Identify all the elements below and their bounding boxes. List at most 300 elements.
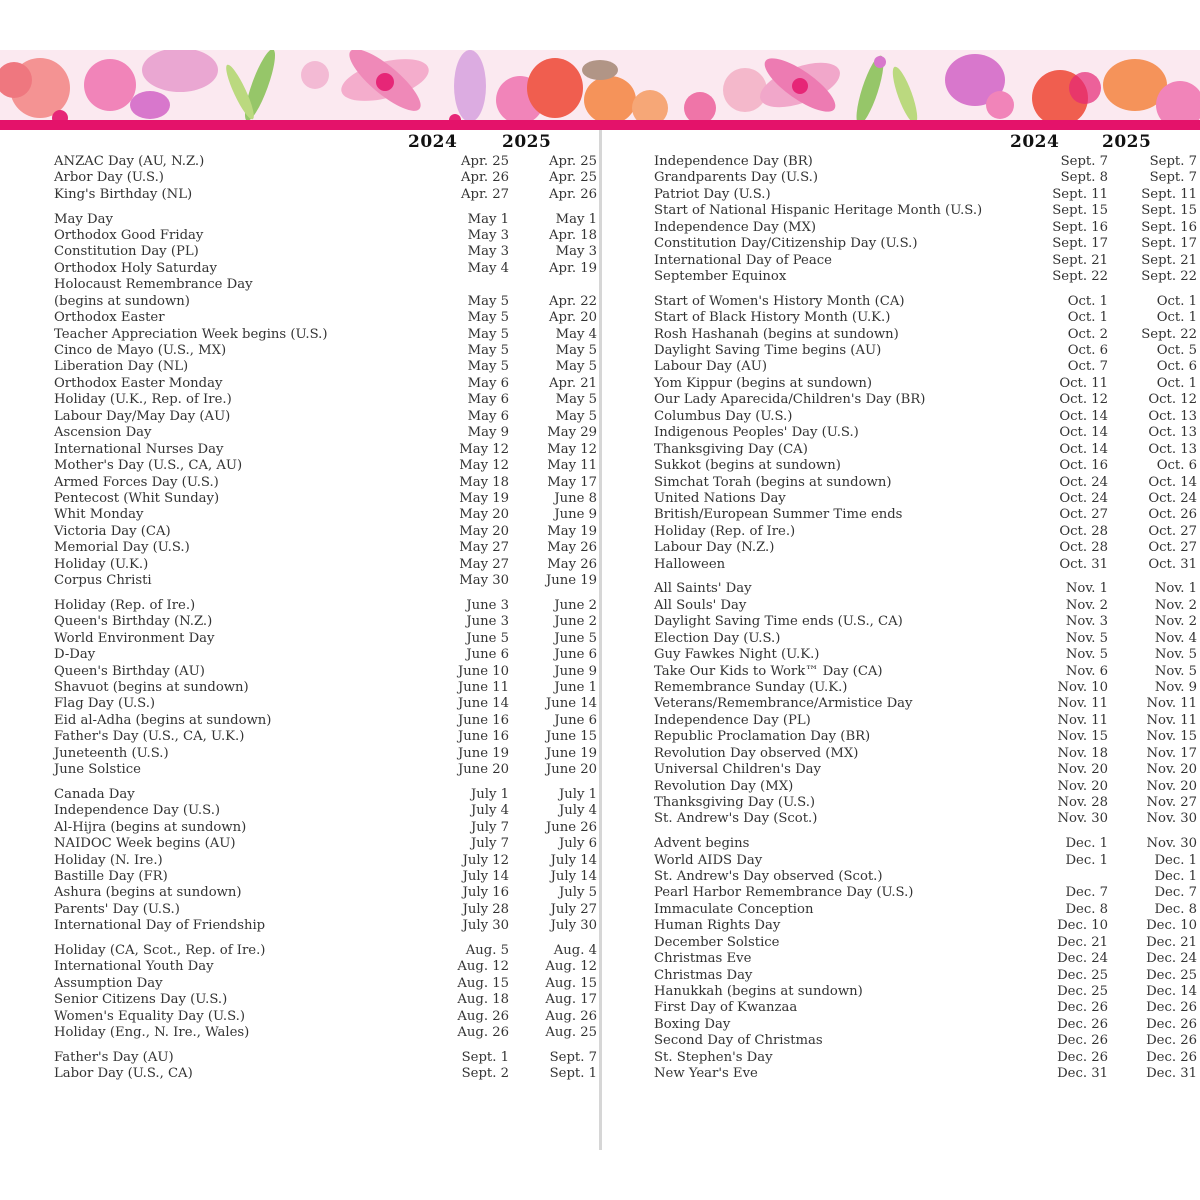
date-2024: Dec. 26 (1057, 1049, 1108, 1065)
date-2024: Nov. 18 (1057, 745, 1108, 761)
date-2024: June 19 (457, 745, 509, 761)
holiday-name: Election Day (U.S.) (654, 630, 781, 646)
date-2025: Oct. 1 (1156, 293, 1197, 309)
holiday-name: Holiday (Eng., N. Ire., Wales) (54, 1025, 250, 1041)
date-2025: Nov. 11 (1146, 712, 1197, 728)
holiday-name: Remembrance Sunday (U.K.) (654, 679, 848, 695)
date-2025: June 9 (554, 663, 597, 679)
date-2025: Oct. 13 (1148, 425, 1197, 441)
date-2025: Apr. 26 (549, 186, 597, 202)
holiday-name: Veterans/Remembrance/Armistice Day (654, 696, 913, 712)
date-2025: July 14 (550, 852, 597, 868)
date-2024: Dec. 1 (1065, 852, 1108, 868)
holiday-name: International Nurses Day (54, 441, 224, 457)
date-2024: Nov. 10 (1057, 679, 1108, 695)
date-2025: Dec. 14 (1146, 984, 1197, 999)
date-2025: Apr. 20 (549, 310, 597, 326)
date-2024: May 12 (459, 441, 509, 457)
date-2024: July 1 (470, 786, 509, 802)
date-2025: Oct. 6 (1156, 458, 1197, 474)
date-2025: May 5 (555, 408, 597, 424)
date-2024: Oct. 28 (1059, 523, 1108, 539)
date-2024: Apr. 25 (461, 154, 509, 169)
date-2025: July 5 (558, 885, 597, 901)
holiday-name: Al-Hijra (begins at sundown) (54, 819, 247, 835)
date-2024: Nov. 15 (1057, 729, 1108, 745)
date-2025: Sept. 22 (1141, 269, 1197, 285)
date-2025: May 5 (555, 343, 597, 358)
holiday-name: Whit Monday (54, 507, 144, 523)
date-2024: Oct. 11 (1059, 375, 1108, 391)
date-2024: June 11 (457, 679, 509, 695)
holiday-name: Holiday (U.K., Rep. of Ire.) (54, 392, 232, 408)
holiday-name: Eid al-Adha (begins at sundown) (54, 712, 272, 728)
holiday-name: Our Lady Aparecida/Children's Day (BR) (654, 392, 926, 408)
holiday-name: Daylight Saving Time begins (AU) (654, 343, 882, 358)
date-2024: July 16 (462, 885, 509, 901)
holiday-name: Teacher Appreciation Week begins (U.S.) (54, 326, 328, 342)
holiday-name: Sukkot (begins at sundown) (654, 458, 841, 474)
holiday-name: International Day of Peace (654, 252, 832, 268)
holiday-name: World AIDS Day (654, 852, 763, 868)
holiday-name: International Youth Day (54, 959, 214, 975)
date-2024: Oct. 16 (1059, 458, 1108, 474)
date-2025: Oct. 1 (1156, 310, 1197, 326)
date-2024: Dec. 26 (1057, 1033, 1108, 1049)
holiday-name: Orthodox Good Friday (54, 227, 204, 243)
date-2025: Sept. 16 (1141, 219, 1197, 235)
date-2025: Sept. 15 (1141, 203, 1197, 219)
holiday-name: Ascension Day (54, 425, 152, 441)
holiday-name: Daylight Saving Time ends (U.S., CA) (654, 614, 903, 630)
date-2024: Aug. 26 (457, 1025, 509, 1041)
date-2024: May 30 (459, 573, 509, 589)
date-2025: Nov. 5 (1154, 647, 1197, 663)
holiday-name: Halloween (654, 556, 726, 572)
date-2025: Oct. 13 (1148, 441, 1197, 457)
date-2024: Oct. 27 (1059, 507, 1108, 523)
date-2024: Nov. 20 (1057, 762, 1108, 778)
date-2024: Aug. 12 (457, 959, 509, 975)
holiday-name: Father's Day (U.S., CA, U.K.) (54, 729, 245, 745)
date-2025: June 6 (554, 647, 597, 663)
date-2025: May 26 (547, 540, 597, 556)
date-2025: May 19 (547, 523, 597, 539)
date-2024: June 5 (466, 630, 509, 646)
holiday-name: All Souls' Day (654, 597, 747, 613)
holiday-name: Flag Day (U.S.) (54, 696, 156, 712)
date-2024: Sept. 11 (1052, 186, 1108, 202)
date-2025: Sept. 17 (1141, 236, 1197, 252)
holiday-name: Independence Day (U.S.) (54, 803, 221, 819)
date-2024: Dec. 10 (1057, 918, 1108, 934)
date-2024: Sept. 2 (461, 1066, 509, 1082)
date-2024: Aug. 5 (465, 942, 509, 958)
holiday-name: King's Birthday (NL) (54, 186, 193, 202)
date-2024: Dec. 1 (1065, 836, 1108, 852)
holiday-name: Parents' Day (U.S.) (54, 901, 180, 917)
holiday-name: Human Rights Day (654, 918, 781, 934)
date-2024: May 5 (467, 293, 509, 309)
date-2025: Dec. 10 (1146, 918, 1197, 934)
date-2024: Oct. 2 (1067, 326, 1108, 342)
date-2024: May 5 (467, 326, 509, 342)
holiday-name: First Day of Kwanzaa (654, 1000, 798, 1016)
date-2024: Oct. 1 (1067, 293, 1108, 309)
date-2024: Dec. 26 (1057, 1016, 1108, 1032)
date-2024: Dec. 25 (1057, 984, 1108, 999)
date-2025: Apr. 25 (549, 170, 597, 186)
date-2025: Oct. 14 (1148, 474, 1197, 490)
date-2025: Dec. 31 (1146, 1066, 1197, 1082)
date-2025: Sept. 7 (549, 1049, 597, 1065)
date-2024: Nov. 1 (1065, 581, 1108, 597)
date-2025: Apr. 25 (549, 154, 597, 169)
date-2025: Apr. 18 (549, 227, 597, 243)
holiday-name: (begins at sundown) (54, 293, 190, 309)
date-2024: May 27 (459, 540, 509, 556)
holiday-name: Indigenous Peoples' Day (U.S.) (654, 425, 859, 441)
date-2025: July 1 (558, 786, 597, 802)
holiday-name: Christmas Day (654, 967, 753, 983)
date-2025: Dec. 25 (1146, 967, 1197, 983)
date-2025: June 15 (545, 729, 597, 745)
date-2025: June 26 (545, 819, 597, 835)
date-2025: June 5 (554, 630, 597, 646)
date-2024: Nov. 2 (1065, 597, 1108, 613)
date-2025: July 4 (558, 803, 597, 819)
holiday-name: Labor Day (U.S., CA) (54, 1066, 193, 1082)
holiday-name: Labour Day/May Day (AU) (54, 408, 231, 424)
holiday-name: Revolution Day (MX) (654, 778, 794, 794)
date-2025: May 1 (555, 211, 597, 227)
date-2025: Oct. 26 (1148, 507, 1197, 523)
holiday-name: NAIDOC Week begins (AU) (54, 836, 236, 852)
date-2025: July 14 (550, 868, 597, 884)
date-2025: Nov. 11 (1146, 696, 1197, 712)
date-2025: Nov. 17 (1146, 745, 1197, 761)
page-divider (599, 130, 602, 1150)
date-2025: Dec. 26 (1146, 1049, 1197, 1065)
date-2025: Nov. 20 (1146, 778, 1197, 794)
date-2024: July 30 (462, 918, 509, 934)
date-2024: June 16 (457, 712, 509, 728)
holiday-name: Rosh Hashanah (begins at sundown) (654, 326, 899, 342)
holiday-name: Yom Kippur (begins at sundown) (654, 375, 873, 391)
date-2025: Sept. 7 (1149, 170, 1197, 186)
date-2025: May 4 (555, 326, 597, 342)
date-2024: May 19 (459, 490, 509, 506)
date-2025: June 8 (554, 490, 597, 506)
holiday-name: Arbor Day (U.S.) (54, 170, 164, 186)
holiday-name: Orthodox Easter Monday (54, 375, 223, 391)
holiday-name: D-Day (54, 647, 96, 663)
date-2025: Sept. 21 (1141, 252, 1197, 268)
holiday-name: Victoria Day (CA) (54, 523, 171, 539)
date-2025: Nov. 30 (1146, 836, 1197, 852)
date-2025: Apr. 21 (549, 375, 597, 391)
holiday-name: Start of National Hispanic Heritage Month (U.S.) (654, 203, 983, 219)
date-2025: June 6 (554, 712, 597, 728)
date-2025: July 27 (550, 901, 597, 917)
date-2024: Aug. 15 (457, 975, 509, 991)
year-header-2025: 2025 (502, 132, 552, 152)
date-2024: Sept. 7 (1060, 154, 1108, 169)
date-2024: May 1 (467, 211, 509, 227)
date-2025: Sept. 11 (1141, 186, 1197, 202)
date-2024: Sept. 1 (461, 1049, 509, 1065)
holiday-name: Start of Women's History Month (CA) (654, 293, 905, 309)
holiday-name: Simchat Torah (begins at sundown) (654, 474, 892, 490)
date-2024: May 9 (467, 425, 509, 441)
holiday-name: Guy Fawkes Night (U.K.) (654, 647, 820, 663)
date-2024: Oct. 31 (1059, 556, 1108, 572)
holiday-name: Corpus Christi (54, 573, 152, 589)
year-header-2024: 2024 (408, 132, 458, 152)
holiday-name: Revolution Day observed (MX) (654, 745, 859, 761)
holiday-name: Senior Citizens Day (U.S.) (54, 992, 228, 1008)
holiday-name: United Nations Day (654, 490, 786, 506)
date-2024: Aug. 18 (457, 992, 509, 1008)
date-2024: May 6 (467, 408, 509, 424)
date-2025: May 26 (547, 556, 597, 572)
date-2025: June 9 (554, 507, 597, 523)
date-2025: Oct. 13 (1148, 408, 1197, 424)
holiday-name: Queen's Birthday (N.Z.) (54, 614, 213, 630)
date-2025: Oct. 31 (1148, 556, 1197, 572)
holiday-name: December Solstice (654, 934, 780, 950)
date-2025: Dec. 26 (1146, 1000, 1197, 1016)
date-2025: Nov. 2 (1154, 597, 1197, 613)
date-2024: Oct. 12 (1059, 392, 1108, 408)
date-2025: May 5 (555, 392, 597, 408)
date-2024: July 4 (470, 803, 509, 819)
date-2024: Oct. 1 (1067, 310, 1108, 326)
holiday-name: Grandparents Day (U.S.) (654, 170, 819, 186)
holiday-name: Father's Day (AU) (54, 1049, 174, 1065)
date-2024: May 5 (467, 310, 509, 326)
date-2025: Sept. 7 (1149, 154, 1197, 169)
date-2025: Dec. 1 (1154, 868, 1197, 884)
holiday-name: Boxing Day (654, 1016, 731, 1032)
date-2024: Sept. 16 (1052, 219, 1108, 235)
date-2025: May 12 (547, 441, 597, 457)
date-2024: Apr. 26 (461, 170, 509, 186)
date-2024: Aug. 26 (457, 1008, 509, 1024)
date-2024: July 7 (470, 819, 509, 835)
date-2024: Dec. 21 (1057, 934, 1108, 950)
date-2024: June 14 (457, 696, 509, 712)
holiday-name: Republic Proclamation Day (BR) (654, 729, 871, 745)
date-2024: Sept. 21 (1052, 252, 1108, 268)
date-2024: May 4 (467, 260, 509, 276)
holiday-name: Bastille Day (FR) (54, 868, 168, 884)
date-2025: Nov. 1 (1154, 581, 1197, 597)
date-2024: May 6 (467, 375, 509, 391)
date-2025: Nov. 30 (1146, 811, 1197, 827)
date-2024: May 27 (459, 556, 509, 572)
date-2025: Dec. 8 (1154, 901, 1197, 917)
holiday-name: Pentecost (Whit Sunday) (54, 490, 220, 506)
holiday-name: Patriot Day (U.S.) (654, 186, 771, 202)
date-2025: Aug. 15 (545, 975, 597, 991)
date-2025: Oct. 5 (1156, 343, 1197, 358)
date-2024: May 5 (467, 343, 509, 358)
date-2025: Dec. 26 (1146, 1016, 1197, 1032)
holiday-name: Orthodox Holy Saturday (54, 260, 217, 276)
date-2024: June 6 (466, 647, 509, 663)
date-2024: Oct. 14 (1059, 441, 1108, 457)
holiday-name: Universal Children's Day (654, 762, 821, 778)
date-2024: Nov. 20 (1057, 778, 1108, 794)
holiday-name: Holiday (N. Ire.) (54, 852, 163, 868)
date-2025: Apr. 19 (549, 260, 597, 276)
date-2024: Oct. 7 (1067, 359, 1108, 375)
date-2025: Nov. 27 (1146, 795, 1197, 810)
date-2025: Aug. 25 (545, 1025, 597, 1041)
holiday-name: World Environment Day (54, 630, 215, 646)
holiday-name: Holiday (CA, Scot., Rep. of Ire.) (54, 942, 266, 958)
date-2025: Dec. 21 (1146, 934, 1197, 950)
holiday-name: Queen's Birthday (AU) (54, 663, 205, 679)
date-2025: Aug. 17 (545, 992, 597, 1008)
date-2025: Dec. 1 (1154, 852, 1197, 868)
holiday-name: Hanukkah (begins at sundown) (654, 984, 863, 999)
date-2025: June 1 (554, 679, 597, 695)
holiday-name: Christmas Eve (654, 951, 752, 967)
date-2025: Aug. 26 (545, 1008, 597, 1024)
date-2025: June 20 (545, 762, 597, 778)
date-2024: Nov. 11 (1057, 712, 1108, 728)
date-2024: May 18 (459, 474, 509, 490)
holiday-name: Advent begins (654, 836, 750, 852)
date-2025: Oct. 24 (1148, 490, 1197, 506)
date-2024: May 20 (459, 523, 509, 539)
holiday-name: St. Andrew's Day (Scot.) (654, 811, 818, 827)
holiday-name: Labour Day (AU) (654, 359, 767, 375)
date-2024: Oct. 24 (1059, 490, 1108, 506)
date-2025: Oct. 27 (1148, 523, 1197, 539)
holiday-name: Canada Day (54, 786, 135, 802)
date-2025: Dec. 26 (1146, 1033, 1197, 1049)
date-2025: Aug. 4 (553, 942, 597, 958)
date-2025: June 2 (554, 597, 597, 613)
date-2024: Oct. 14 (1059, 425, 1108, 441)
date-2025: Oct. 12 (1148, 392, 1197, 408)
date-2024: Sept. 17 (1052, 236, 1108, 252)
date-2024: May 20 (459, 507, 509, 523)
date-2024: June 3 (466, 614, 509, 630)
date-2024: Nov. 11 (1057, 696, 1108, 712)
date-2025: Nov. 15 (1146, 729, 1197, 745)
holiday-name: Start of Black History Month (U.K.) (654, 310, 891, 326)
holiday-name: Shavuot (begins at sundown) (54, 679, 249, 695)
date-2025: Nov. 9 (1154, 679, 1197, 695)
holiday-name: International Day of Friendship (54, 918, 266, 934)
date-2025: Oct. 6 (1156, 359, 1197, 375)
holiday-name: June Solstice (54, 762, 141, 778)
date-2025: Oct. 27 (1148, 540, 1197, 556)
holiday-name: St. Stephen's Day (654, 1049, 773, 1065)
holiday-name: St. Andrew's Day observed (Scot.) (654, 868, 883, 884)
date-2024: Dec. 31 (1057, 1066, 1108, 1082)
date-2025: May 29 (547, 425, 597, 441)
date-2025: Nov. 2 (1154, 614, 1197, 630)
holiday-name: Mother's Day (U.S., CA, AU) (54, 458, 243, 474)
date-2025: May 5 (555, 359, 597, 375)
date-2024: Apr. 27 (461, 186, 509, 202)
watercolor-flower-pattern (0, 50, 1200, 130)
holiday-name: Cinco de Mayo (U.S., MX) (54, 343, 227, 358)
holiday-name: All Saints' Day (654, 581, 752, 597)
holiday-name: Holiday (Rep. of Ire.) (54, 597, 196, 613)
holiday-name: Take Our Kids to Work™ Day (CA) (654, 663, 883, 679)
year-header-2025: 2025 (1102, 132, 1152, 152)
date-2025: Dec. 24 (1146, 951, 1197, 967)
date-2025: Nov. 4 (1154, 630, 1197, 646)
date-2024: May 5 (467, 359, 509, 375)
holiday-name: Second Day of Christmas (654, 1033, 823, 1049)
date-2025: Dec. 7 (1154, 885, 1197, 901)
date-2025: June 19 (545, 745, 597, 761)
holiday-name: Memorial Day (U.S.) (54, 540, 190, 556)
date-2024: Nov. 3 (1065, 614, 1108, 630)
holiday-name: Thanksgiving Day (U.S.) (654, 795, 816, 810)
date-2025: May 3 (555, 244, 597, 260)
date-2025: May 17 (547, 474, 597, 490)
date-2025: May 11 (547, 458, 597, 474)
holiday-name: Juneteenth (U.S.) (54, 745, 169, 761)
date-2024: Dec. 24 (1057, 951, 1108, 967)
date-2025: June 14 (545, 696, 597, 712)
date-2025: July 6 (558, 836, 597, 852)
date-2024: Oct. 6 (1067, 343, 1108, 358)
date-2024: Nov. 30 (1057, 811, 1108, 827)
holiday-name: Armed Forces Day (U.S.) (54, 474, 219, 490)
holiday-name: September Equinox (654, 269, 787, 285)
date-2025: Sept. 1 (549, 1066, 597, 1082)
date-2025: July 30 (550, 918, 597, 934)
date-2024: May 3 (467, 244, 509, 260)
holiday-name: Immaculate Conception (654, 901, 814, 917)
holiday-name: Thanksgiving Day (CA) (654, 441, 808, 457)
holiday-name: Orthodox Easter (54, 310, 165, 326)
holiday-name: Liberation Day (NL) (54, 359, 189, 375)
date-2025: Apr. 22 (549, 293, 597, 309)
holiday-name: Independence Day (MX) (654, 219, 817, 235)
date-2024: Dec. 8 (1065, 901, 1108, 917)
date-2024: Nov. 5 (1065, 630, 1108, 646)
holiday-name: May Day (54, 211, 113, 227)
holiday-name: Holiday (U.K.) (54, 556, 149, 572)
date-2024: Dec. 26 (1057, 1000, 1108, 1016)
holiday-name: Columbus Day (U.S.) (654, 408, 793, 424)
date-2024: June 16 (457, 729, 509, 745)
date-2024: July 28 (462, 901, 509, 917)
date-2024: June 10 (457, 663, 509, 679)
holiday-name: Independence Day (BR) (654, 154, 813, 169)
date-2024: July 12 (462, 852, 509, 868)
date-2024: Sept. 8 (1060, 170, 1108, 186)
holiday-name: Ashura (begins at sundown) (54, 885, 242, 901)
date-2024: May 3 (467, 227, 509, 243)
date-2024: May 12 (459, 458, 509, 474)
date-2024: Nov. 28 (1057, 795, 1108, 810)
date-2025: Aug. 12 (545, 959, 597, 975)
date-2024: June 20 (457, 762, 509, 778)
date-2024: May 6 (467, 392, 509, 408)
holiday-name: New Year's Eve (654, 1066, 758, 1082)
